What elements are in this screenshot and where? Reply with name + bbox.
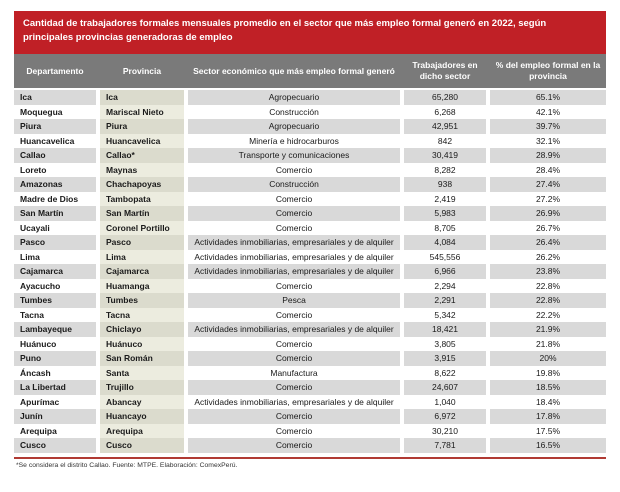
cell-trabajadores: 24,607 [404,380,486,395]
cell-trabajadores: 42,951 [404,119,486,134]
cell-departamento: Huánuco [14,337,96,352]
cell-trabajadores: 8,705 [404,221,486,236]
cell-porcentaje: 21.9% [490,322,606,337]
table-row [14,206,606,221]
cell-sector: Comercio [188,192,400,207]
cell-trabajadores: 938 [404,177,486,192]
cell-provincia: Coronel Portillo [100,221,184,236]
cell-provincia: San Martín [100,206,184,221]
cell-sector: Actividades inmobiliarias, empresariales y de alquiler [188,264,400,279]
cell-sector: Actividades inmobiliarias, empresariales y de alquiler [188,250,400,265]
cell-departamento: San Martín [14,206,96,221]
cell-trabajadores: 842 [404,134,486,149]
table-row [14,235,606,250]
cell-porcentaje: 18.5% [490,380,606,395]
table-row [14,293,606,308]
cell-trabajadores: 3,915 [404,351,486,366]
table-row [14,148,606,163]
table-row [14,119,606,134]
cell-sector: Transporte y comunicaciones [188,148,400,163]
cell-sector: Comercio [188,424,400,439]
cell-departamento: Madre de Dios [14,192,96,207]
cell-provincia: Mariscal Nieto [100,105,184,120]
column-header-sector: Sector económico que más empleo formal generó [193,65,395,76]
table-row [14,250,606,265]
cell-sector: Minería e hidrocarburos [188,134,400,149]
footer-divider [14,457,606,459]
table-row [14,105,606,120]
cell-sector: Actividades inmobiliarias, empresariales y de alquiler [188,395,400,410]
cell-departamento: Tacna [14,308,96,323]
cell-provincia: Ica [100,90,184,105]
cell-sector: Comercio [188,308,400,323]
cell-trabajadores: 2,419 [404,192,486,207]
table-row [14,424,606,439]
cell-trabajadores: 545,556 [404,250,486,265]
cell-departamento: Tumbes [14,293,96,308]
cell-departamento: Pasco [14,235,96,250]
table-row [14,380,606,395]
cell-departamento: Lambayeque [14,322,96,337]
table-row [14,177,606,192]
table-row [14,409,606,424]
cell-sector: Comercio [188,351,400,366]
cell-provincia: Piura [100,119,184,134]
cell-porcentaje: 27.4% [490,177,606,192]
cell-provincia: Huánuco [100,337,184,352]
cell-provincia: San Román [100,351,184,366]
cell-porcentaje: 22.8% [490,279,606,294]
column-header-departamento: Departamento [26,65,84,76]
cell-sector: Comercio [188,380,400,395]
cell-porcentaje: 26.4% [490,235,606,250]
cell-porcentaje: 28.4% [490,163,606,178]
cell-departamento: Arequipa [14,424,96,439]
cell-trabajadores: 18,421 [404,322,486,337]
cell-trabajadores: 6,966 [404,264,486,279]
cell-trabajadores: 8,622 [404,366,486,381]
cell-trabajadores: 5,342 [404,308,486,323]
cell-departamento: Piura [14,119,96,134]
table-row [14,163,606,178]
cell-departamento: Junín [14,409,96,424]
column-header-porcentaje: % del empleo formal en la provincia [495,60,601,81]
cell-provincia: Huamanga [100,279,184,294]
cell-trabajadores: 30,419 [404,148,486,163]
footnote: *Se considera el distrito Callao. Fuente: MTPE. Elaboración: ComexPerú. [16,461,238,469]
table-row [14,90,606,105]
table-row [14,308,606,323]
cell-porcentaje: 65.1% [490,90,606,105]
table-row [14,438,606,453]
cell-sector: Comercio [188,279,400,294]
cell-departamento: Moquegua [14,105,96,120]
cell-departamento: Ucayali [14,221,96,236]
cell-provincia: Pasco [100,235,184,250]
cell-sector: Agropecuario [188,119,400,134]
cell-porcentaje: 19.8% [490,366,606,381]
table-row [14,279,606,294]
cell-sector: Comercio [188,221,400,236]
cell-trabajadores: 6,972 [404,409,486,424]
cell-provincia: Trujillo [100,380,184,395]
table-row [14,264,606,279]
table-row [14,366,606,381]
cell-departamento: Lima [14,250,96,265]
cell-sector: Comercio [188,206,400,221]
cell-porcentaje: 18.4% [490,395,606,410]
cell-porcentaje: 26.9% [490,206,606,221]
cell-porcentaje: 27.2% [490,192,606,207]
cell-provincia: Tacna [100,308,184,323]
cell-trabajadores: 2,294 [404,279,486,294]
cell-porcentaje: 20% [490,351,606,366]
cell-departamento: Callao [14,148,96,163]
cell-provincia: Arequipa [100,424,184,439]
table-row [14,395,606,410]
cell-trabajadores: 4,084 [404,235,486,250]
cell-provincia: Huancayo [100,409,184,424]
cell-trabajadores: 2,291 [404,293,486,308]
column-header-trabajadores: Trabajadores en dicho sector [412,60,478,81]
cell-trabajadores: 5,983 [404,206,486,221]
cell-sector: Agropecuario [188,90,400,105]
cell-trabajadores: 65,280 [404,90,486,105]
table-title: Cantidad de trabajadores formales mensuales promedio en el sector que más empleo formal generó en 2022, según principales provincias generadoras de empleo [14,11,606,54]
table-row [14,134,606,149]
cell-porcentaje: 21.8% [490,337,606,352]
cell-trabajadores: 8,282 [404,163,486,178]
cell-porcentaje: 32.1% [490,134,606,149]
cell-provincia: Lima [100,250,184,265]
cell-porcentaje: 26.7% [490,221,606,236]
infographic-table [14,11,606,469]
cell-departamento: Ica [14,90,96,105]
cell-porcentaje: 39.7% [490,119,606,134]
cell-porcentaje: 42.1% [490,105,606,120]
cell-porcentaje: 23.8% [490,264,606,279]
cell-provincia: Abancay [100,395,184,410]
cell-trabajadores: 30,210 [404,424,486,439]
cell-porcentaje: 16.5% [490,438,606,453]
cell-sector: Comercio [188,163,400,178]
cell-provincia: Callao* [100,148,184,163]
cell-provincia: Tambopata [100,192,184,207]
cell-sector: Actividades inmobiliarias, empresariales y de alquiler [188,322,400,337]
cell-provincia: Cusco [100,438,184,453]
cell-sector: Manufactura [188,366,400,381]
cell-provincia: Chachapoyas [100,177,184,192]
cell-departamento: Huancavelica [14,134,96,149]
cell-sector: Comercio [188,409,400,424]
cell-provincia: Maynas [100,163,184,178]
cell-sector: Construcción [188,177,400,192]
cell-departamento: Loreto [14,163,96,178]
cell-porcentaje: 17.5% [490,424,606,439]
cell-departamento: Ayacucho [14,279,96,294]
cell-porcentaje: 26.2% [490,250,606,265]
cell-porcentaje: 28.9% [490,148,606,163]
table-row [14,322,606,337]
table-body [14,90,606,453]
cell-trabajadores: 1,040 [404,395,486,410]
cell-departamento: Áncash [14,366,96,381]
cell-provincia: Cajamarca [100,264,184,279]
table-header-row [14,54,606,88]
cell-sector: Actividades inmobiliarias, empresariales y de alquiler [188,235,400,250]
column-header-provincia: Provincia [122,65,162,76]
cell-trabajadores: 7,781 [404,438,486,453]
cell-porcentaje: 22.8% [490,293,606,308]
cell-provincia: Santa [100,366,184,381]
table-row [14,351,606,366]
cell-porcentaje: 17.8% [490,409,606,424]
cell-provincia: Huancavelica [100,134,184,149]
cell-trabajadores: 6,268 [404,105,486,120]
table-row [14,337,606,352]
cell-departamento: Amazonas [14,177,96,192]
cell-provincia: Chiclayo [100,322,184,337]
cell-departamento: Puno [14,351,96,366]
cell-sector: Comercio [188,438,400,453]
cell-sector: Construcción [188,105,400,120]
table-row [14,221,606,236]
cell-departamento: Cajamarca [14,264,96,279]
cell-porcentaje: 22.2% [490,308,606,323]
cell-trabajadores: 3,805 [404,337,486,352]
cell-departamento: La Libertad [14,380,96,395]
cell-provincia: Tumbes [100,293,184,308]
table-row [14,192,606,207]
cell-sector: Comercio [188,337,400,352]
cell-departamento: Cusco [14,438,96,453]
cell-departamento: Apurímac [14,395,96,410]
cell-sector: Pesca [188,293,400,308]
